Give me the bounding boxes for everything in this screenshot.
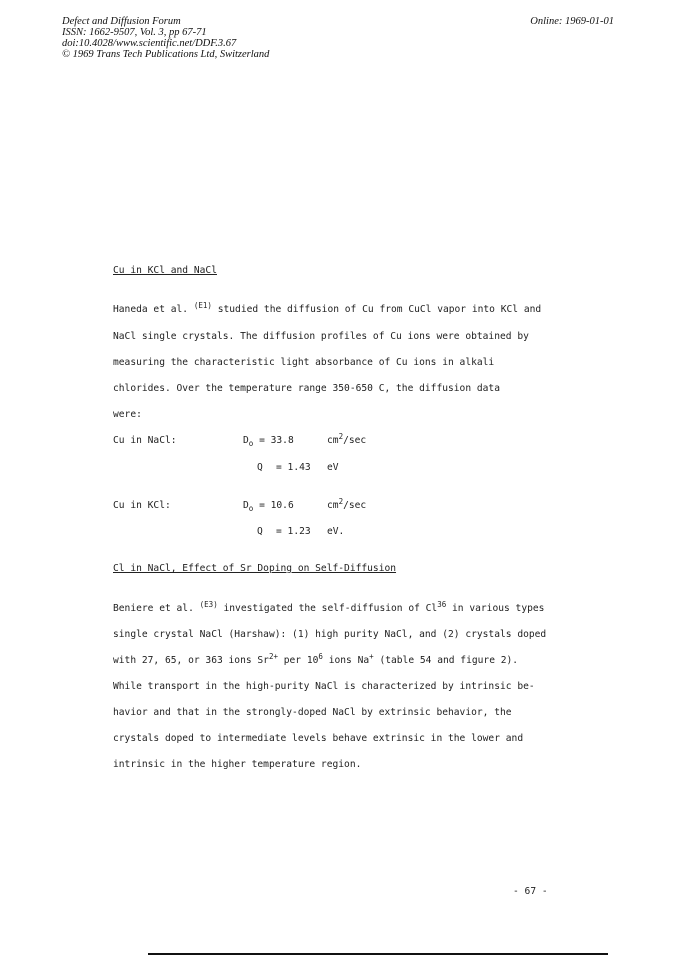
activation-energy-unit: eV. — [327, 526, 345, 537]
activation-energy-value: = 1.43 — [276, 462, 311, 473]
paragraph-line: were: — [113, 409, 142, 420]
activation-energy-value: = 1.23 — [276, 526, 311, 537]
bottom-rule — [148, 953, 608, 955]
data-label: Cu in KCl: — [113, 500, 171, 511]
paragraph-line: chlorides. Over the temperature range 350-650 C, the diffusion data — [113, 383, 500, 394]
activation-energy-symbol: Q — [257, 462, 263, 473]
paragraph-line: NaCl single crystals. The diffusion profiles of Cu ions were obtained by — [113, 331, 529, 342]
paragraph-line: measuring the characteristic light absorbance of Cu ions in alkali — [113, 357, 495, 368]
page-number: - 67 - — [513, 886, 548, 897]
journal-name: Defect and Diffusion Forum — [62, 16, 181, 27]
diffusion-unit: $cm^2/\sec$ — [327, 432, 367, 446]
paragraph-line: with 27, 65, or 363 ions $Sr^{2+}$ per $10^6$ ions Na+ (table 54 and figure 2). — [113, 652, 519, 666]
data-label: Cu in NaCl: — [113, 435, 177, 446]
reference-marker: (E1) — [193, 301, 212, 310]
paragraph-line: Haneda et al. $^{(E1)}$ studied the diffusion of Cu from CuCl vapor into KCl and — [113, 301, 542, 315]
paragraph-line: single crystal NaCl (Harshaw): (1) high purity NaCl, and (2) crystals doped — [113, 629, 547, 640]
diffusion-coefficient: $D_o = 33.8$ — [243, 435, 294, 448]
online-date: Online: 1969-01-01 — [530, 16, 614, 27]
copyright-line: © 1969 Trans Tech Publications Ltd, Switzerland — [62, 49, 270, 60]
paragraph-line: crystals doped to intermediate levels behave extrinsic in the lower and — [113, 733, 524, 744]
activation-energy-symbol: Q — [257, 526, 263, 537]
header-citation — [62, 16, 269, 60]
section-heading-cl: Cl in NaCl, Effect of Sr Doping on Self-Diffusion — [113, 563, 397, 574]
paragraph-line: intrinsic in the higher temperature region. — [113, 759, 362, 770]
paragraph-line: havior and that in the strongly-doped NaCl by extrinsic behavior, the — [113, 707, 512, 718]
section-heading-cu: Cu in KCl and NaCl — [113, 265, 217, 276]
issn-line: ISSN: 1662-9507, Vol. 3, pp 67-71 — [62, 27, 207, 38]
paragraph-line: Beniere et al. $^{(E3)}$ investigated the self-diffusion of Cl$^{36}$ in various types — [113, 600, 545, 614]
paragraph-line: While transport in the high-purity NaCl is characterized by intrinsic be- — [113, 681, 535, 692]
diffusion-unit: $cm^2/\sec$ — [327, 497, 367, 511]
activation-energy-unit: eV — [327, 462, 339, 473]
reference-marker: (E3) — [199, 600, 218, 609]
diffusion-coefficient: $D_o = 10.6$ — [243, 500, 294, 513]
doi-line: doi:10.4028/www.scientific.net/DDF.3.67 — [62, 38, 237, 49]
